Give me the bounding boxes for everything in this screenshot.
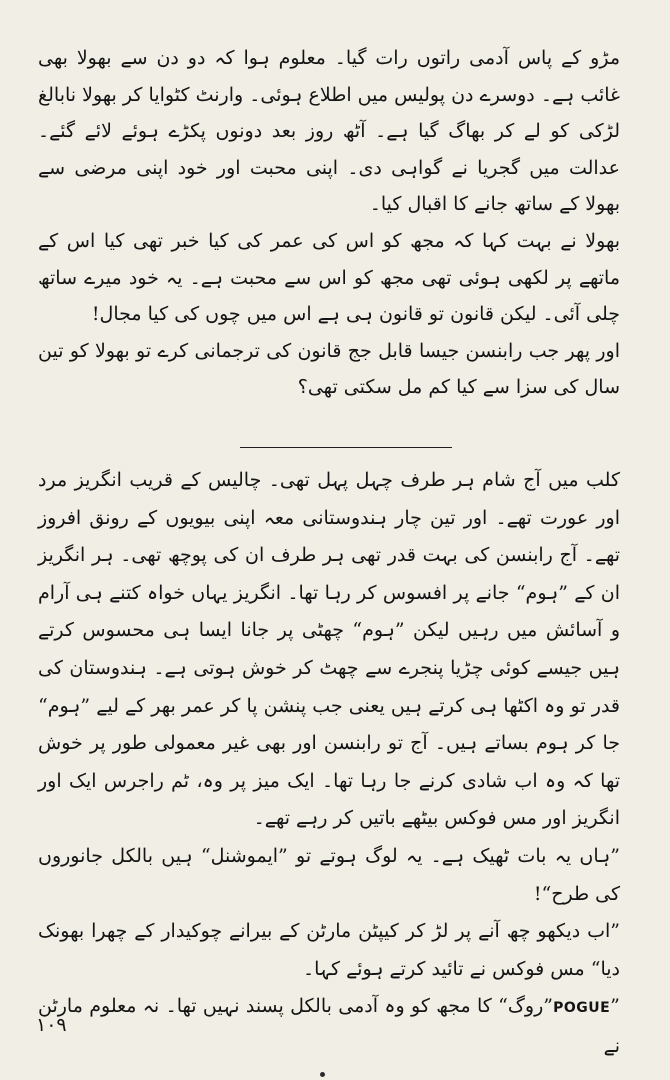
paragraph: ”اب دیکھو چھ آنے پر لڑ کر کیپٹن مارٹن کے بیرانے چوکیدار کے چھرا بھونک دیا“ مس فوکس نے تائید کرتے ہوئے کہا۔ [38, 920, 620, 980]
paragraph: مڑو کے پاس آدمی راتوں رات گیا۔ معلوم ہوا کہ دو دن سے بھولا بھی غائب ہے۔ دوسرے دن پولیس میں اطلاع ہوئی۔ وارنٹ کٹوایا کر بھولا نابالغ لڑکی کو لے کر بھاگ گیا ہے۔ آٹھ روز بعد دونوں پکڑے ہوئے لائے گئے۔ عدالت میں گجریا نے گواہی دی۔ اپنی محبت اور خود اپنی مرضی سے بھولا کے ساتھ جانے کا اقبال کیا۔ [38, 47, 620, 216]
page-number: ۱۰۹ [36, 1014, 67, 1036]
section-divider [240, 447, 452, 448]
quote-open: ” [610, 995, 620, 1018]
section-two-text [38, 462, 620, 1066]
paragraph: ”ہاں یہ بات ٹھیک ہے۔ یہ لوگ ہوتے تو ”ایموشنل“ ہیں بالکل جانوروں کی طرح“! [38, 844, 620, 905]
paragraph: کلب میں آج شام ہر طرف چہل پہل تھی۔ چالیس کے قریب انگریز مرد اور عورت تھے۔ اور تین چار ہندوستانی معہ اپنی بیویوں کے رونق افروز تھے۔ آج رابنسن کی بہت قدر تھی ہر طرف ان کی پوچھ تھی۔ ہر انگریز ان کے ”ہوم“ جانے پر افسوس کر رہا تھا۔ انگریز یہاں خواہ کتنے ہی آرام و آسائش میں رہیں لیکن ”ہوم“ چھٹی پر جانا ایسا ہی محسوس کرتے ہیں جیسے کوئی چڑیا پنجرے سے چھٹ کر خوش ہوتی ہے۔ ہندوستان کی قدر تو وہ اکٹھا ہی کرتے ہیں یعنی جب پنشن پا کر عمر بھر کے لیے ”ہوم“ جا کر ہوم بساتے ہیں۔ آج تو رابنسن اور بھی غیر معمولی طور پر خوش تھا کہ وہ اب شادی کرنے جا رہا تھا۔ ایک میز پر وہ، ٹم راجرس ایک اور انگریز اور مس فوکس بیٹھے باتیں کر رہے تھے۔ [38, 469, 620, 830]
paragraph: اور پھر جب رابنسن جیسا قابل جج قانون کی ترجمانی کرے تو بھولا کو تین سال کی سزا سے کیا کم مل سکتی تھی؟ [38, 339, 620, 399]
paragraph: بھولا نے بہت کہا کہ مجھ کو اس کی عمر کی کیا خبر تھی کیا اس کے ماتھے پر لکھی ہوئی تھی مجھ کو اس سے محبت ہے۔ یہ خود میرے ساتھ چلی آئی۔ لیکن قانون تو قانون ہی ہے اس میں چوں کی کیا مجال! [38, 229, 620, 326]
paragraph-tail: ”روگ“ کا مجھ کو وہ آدمی بالکل پسند نہیں تھا۔ نہ معلوم مارٹن نے [38, 995, 620, 1057]
paragraph-last [38, 988, 620, 1065]
latin-word: POGUE [553, 1000, 611, 1017]
page-dot [320, 1072, 325, 1077]
section-one-text [38, 40, 620, 406]
